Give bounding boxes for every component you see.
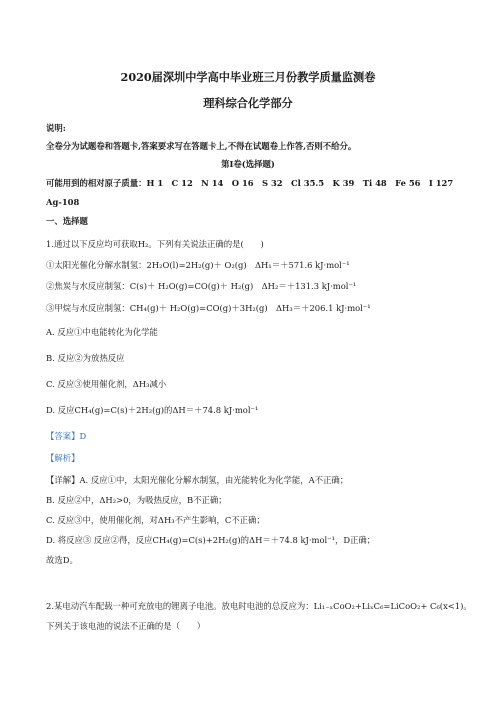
q1-reaction-3: ③甲烷与水反应制氢：CH₄(g)＋ H₂O(g)=CO(g)＋3H₂(g) ΔH₃＝＋206.1 kJ·mol⁻¹ bbox=[46, 303, 371, 313]
q1-explanation-a: 【详解】A. 反应①中，太阳光催化分解水制氢，由光能转化为化学能，A不正确； bbox=[46, 475, 349, 485]
q1-stem: 1.通过以下反应均可获取H₂。下列有关说法正确的是( ) bbox=[46, 239, 264, 249]
q1-option-d: D. 反应CH₄(g)=C(s)＋2H₂(g)的ΔH＝＋74.8 kJ·mol⁻¹ bbox=[46, 405, 259, 415]
q1-option-b: B. 反应②为放热反应 bbox=[46, 353, 125, 363]
q1-reaction-1: ①太阳光催化分解水制氢：2H₂O(l)=2H₂(g)＋ O₂(g) ΔH₁＝＋571.6 kJ·mol⁻¹ bbox=[46, 260, 350, 270]
q1-explanation-d: D. 将反应③ 反应②得，反应CH₄(g)=C(s)+2H₂(g)的ΔH＝＋74.8 kJ·mol⁻¹，D正确； bbox=[46, 535, 376, 545]
atomic-masses-line2: Ag-108 bbox=[46, 197, 80, 207]
q1-option-a: A. 反应①中电能转化为化学能 bbox=[46, 327, 158, 337]
notes-heading: 说明: bbox=[46, 123, 66, 133]
exam-title: 2020届深圳中学高中毕业班三月份教学质量监测卷 bbox=[120, 70, 376, 84]
q1-reaction-2: ②焦炭与水反应制氢：C(s)＋ H₂O(g)=CO(g)＋ H₂(g) ΔH₂＝＋131.3 kJ·mol⁻¹ bbox=[46, 281, 357, 291]
atomic-masses-line1: 可能用到的相对原子质量：H 1 C 12 N 14 O 16 S 32 Cl 35.5 K 39 Ti 48 Fe 56 I 127 bbox=[46, 178, 454, 188]
q1-conclusion: 故选D。 bbox=[46, 555, 78, 565]
q1-option-c: C. 反应③使用催化剂，ΔH₃减小 bbox=[46, 379, 167, 389]
q2-stem-line2: 下列关于该电池的说法不正确的是（ ） bbox=[46, 621, 206, 631]
q1-answer-label: 【答案】D bbox=[46, 431, 87, 441]
q1-analysis-label: 【解析】 bbox=[46, 453, 80, 463]
section-heading: 一、选择题 bbox=[46, 216, 88, 226]
notes-text: 全卷分为试题卷和答题卡,答案要求写在答题卡上,不得在试题卷上作答,否则不给分。 bbox=[46, 141, 357, 151]
part1-title: 第Ⅰ卷(选择题) bbox=[221, 159, 275, 169]
q1-explanation-b: B. 反应②中，ΔH₂>0，为吸热反应，B不正确； bbox=[46, 495, 227, 505]
q1-explanation-c: C. 反应③中，使用催化剂，对ΔH₃不产生影响，C不正确； bbox=[46, 515, 265, 525]
exam-subtitle: 理科综合化学部分 bbox=[203, 96, 293, 110]
q2-stem-line1: 2.某电动汽车配载一种可充放电的锂离子电池。放电时电池的总反应为：Li₁₋ₓCoO₂+LiₓC₆=LiCoO₂+ C₆(x<1)。 bbox=[46, 601, 472, 611]
